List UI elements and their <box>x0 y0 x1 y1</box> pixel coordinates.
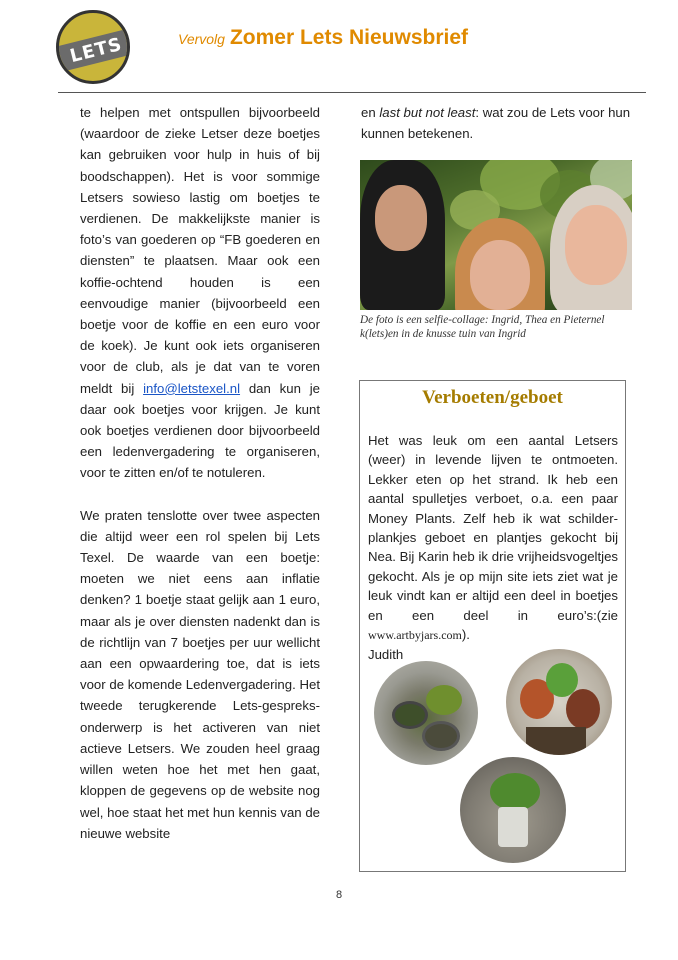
title-main: Zomer Lets Nieuwsbrief <box>229 26 469 49</box>
logo-band <box>56 27 130 73</box>
birds-photo <box>506 649 612 755</box>
box-body-end: ). <box>461 627 470 643</box>
logo-text: LETS <box>67 33 125 67</box>
box-title: Verboeten/geboet <box>422 387 563 408</box>
lets-logo <box>56 10 130 84</box>
plants-photo <box>374 661 478 765</box>
box-text <box>368 431 618 665</box>
selfie-collage-photo <box>360 160 632 310</box>
intro-emphasis: last but not least <box>379 105 476 120</box>
paragraph-1-text: te helpen met ontspullen bijvoorbeeld (waardoor de zieke Letser deze boetjes kan gebruiken voor hulp in huis of bij boodschappen). Het is voor sommige Letsers sowieso lastig om boetjes te verdienen. De makkelijkste manier is foto’s van goederen op “FB goederen en diensten” te plaatsen. Maar ook een koffie-ochtend houden is een eenvoudige manier (bijvoorbeeld een boetje voor de koffie en een euro voor de koek). Je kunt ook iets organiseren voor de club, als je dat van te voren meldt bij <box>80 105 320 396</box>
box-body: Het was leuk om een aantal Letsers (weer) in levende lijven te ontmoeten. Lekker eten op het strand. Ik heb een aantal spulletjes verboet, o.a. een paar Money Plants. Zelf heb ik wat schilderplankjes geboet en plantjes gekocht bij Nea. Bij Karin heb ik drie vrijheidsvogeltjes gekocht. Als je op mijn site iets ziet wat je leuk vindt kan er altijd een deel in boetjes en een deel in euro’s:(zie <box>368 433 618 623</box>
paragraph-2: We praten tenslotte over twee aspecten die altijd weer een rol spelen bij Lets Texel. De waarde van een boetje: moeten we niet eens aan inflatie denken? 1 boetje staat gelijk aan 1 euro, maar als je over diensten nadenkt dan is de richtlijn van 7 boetjes per uur wellicht aan een opwaardering toe, dat is iets voor de komende Ledenvergadering. Het tweede terugkerende Lets-gespreksonderwerp is het activeren van niet actieve Letsers. We zouden heel graag willen weten hoe het met hen gaat, kloppen de gegevens op de website nog wel, hoe staat het met hun kennis van de nieuwe website <box>80 507 320 841</box>
paragraph-1 <box>80 102 320 484</box>
photo-caption: De foto is een selfie-collage: Ingrid, Thea en Pieternel k(lets)en in de knusse tuin van Ingrid <box>360 314 605 341</box>
intro-end: : wat zou de Lets voor hun kunnen betekenen. <box>361 105 631 142</box>
left-column <box>80 102 320 865</box>
right-column-intro <box>361 102 631 144</box>
header-divider <box>58 92 646 93</box>
paragraph-1-text-end: dan kun je daar ook boetjes voor krijgen. Je kunt ook boetjes verdienen door bijvoorbeeld een ledenvergadering te organiseren, voor te zitten en/of te notuleren. <box>80 380 320 481</box>
site-link: www.artbyjars.com <box>368 628 462 643</box>
intro-start: en <box>361 105 376 120</box>
email-link[interactable]: info@letstexel.nl <box>143 380 241 396</box>
verboeten-box <box>359 380 626 872</box>
title-prefix: Vervolg <box>178 31 225 47</box>
newsletter-title <box>178 26 468 50</box>
signature: Judith <box>368 647 404 663</box>
potted-plant-photo <box>460 757 566 863</box>
page-number: 8 <box>335 889 343 901</box>
